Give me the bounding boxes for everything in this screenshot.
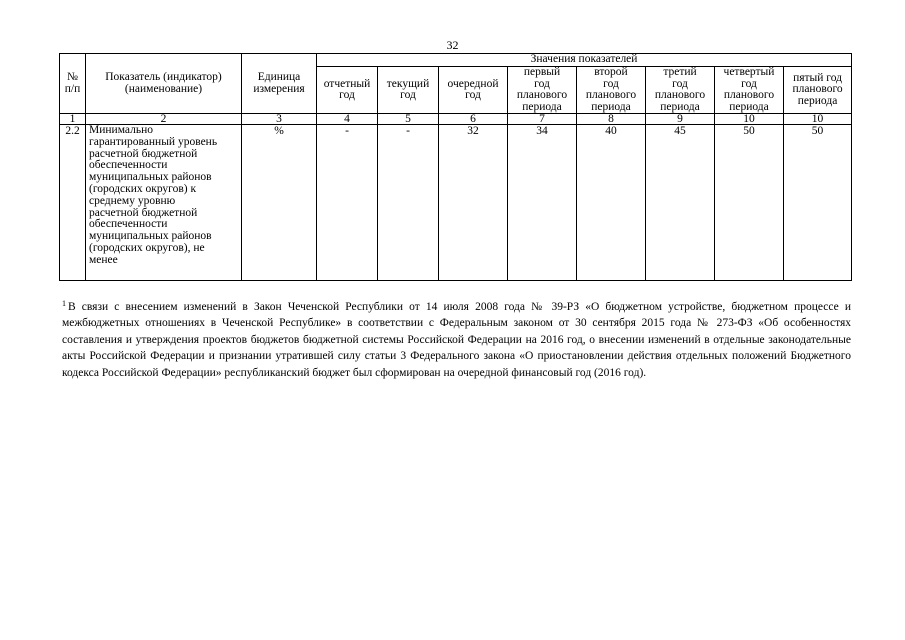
- footnote-text: В связи с внесением изменений в Закон Чеченской Республики от 14 июля 2008 года № 39-РЗ «О бюджетном устройстве, бюджетном процессе и межбюджетных отношениях в Чеченской Республике» в соответствии с Федеральным законом от 30 сентября 2015 года № 273-ФЗ «Об особенностях составления и утверждения проектов бюджетов бюджетной системы Российской Федерации на 2016 год, о внесении изменений в отдельные законодательные акты Российской Федерации и признании утратившей силу статьи 3 Федерального закона «О приостановлении действия отдельных положений Бюджетного кодекса Российской Федерации» республиканский бюджет был сформирован на очередной финансовый год (2016 год).: [62, 301, 851, 379]
- row-value-plan2: 40: [577, 125, 646, 281]
- row-value-plan4: 50: [715, 125, 784, 281]
- indicators-table: [59, 53, 852, 281]
- column-number: 2: [86, 114, 242, 125]
- row-value-plan1: 34: [508, 125, 577, 281]
- col-header-plan5: пятый год планового периода: [784, 67, 852, 114]
- col-header-next: очередной год: [439, 67, 508, 114]
- col-header-current: текущий год: [378, 67, 439, 114]
- row-value-next: 32: [439, 125, 508, 281]
- column-numbers-row: [60, 114, 852, 125]
- col-header-plan2: второй год планового периода: [577, 67, 646, 114]
- column-number: 10: [715, 114, 784, 125]
- col-header-unit: Единица измерения: [242, 54, 317, 114]
- row-value-plan5: 50: [784, 125, 852, 281]
- row-value-reporting: -: [317, 125, 378, 281]
- col-header-plan4: четвертый год планового периода: [715, 67, 784, 114]
- column-number: 1: [60, 114, 86, 125]
- column-number: 8: [577, 114, 646, 125]
- col-header-num: № п/п: [60, 54, 86, 114]
- column-number: 3: [242, 114, 317, 125]
- col-header-plan1: первый год планового периода: [508, 67, 577, 114]
- table-row: [60, 125, 852, 281]
- col-header-plan3: третий год планового периода: [646, 67, 715, 114]
- row-num: 2.2: [60, 125, 86, 281]
- footnote-marker: 1: [62, 299, 66, 308]
- column-number: 5: [378, 114, 439, 125]
- col-header-values-group: Значения показателей: [317, 54, 852, 67]
- column-number: 6: [439, 114, 508, 125]
- page-number: 32: [446, 38, 459, 52]
- column-number: 10: [784, 114, 852, 125]
- row-indicator: Минимально гарантированный уровень расчетной бюджетной обеспеченности муниципальных районов (городских округов) к среднему уровню расчетной бюджетной обеспеченности муниципальных районов (городских округов), не менее: [86, 125, 242, 281]
- row-value-plan3: 45: [646, 125, 715, 281]
- header-row-top: [60, 54, 852, 67]
- column-number: 4: [317, 114, 378, 125]
- row-value-current: -: [378, 125, 439, 281]
- col-header-indicator: Показатель (индикатор) (наименование): [86, 54, 242, 114]
- footnote: [62, 299, 851, 381]
- row-unit: %: [242, 125, 317, 281]
- column-number: 9: [646, 114, 715, 125]
- column-number: 7: [508, 114, 577, 125]
- col-header-reporting: отчетный год: [317, 67, 378, 114]
